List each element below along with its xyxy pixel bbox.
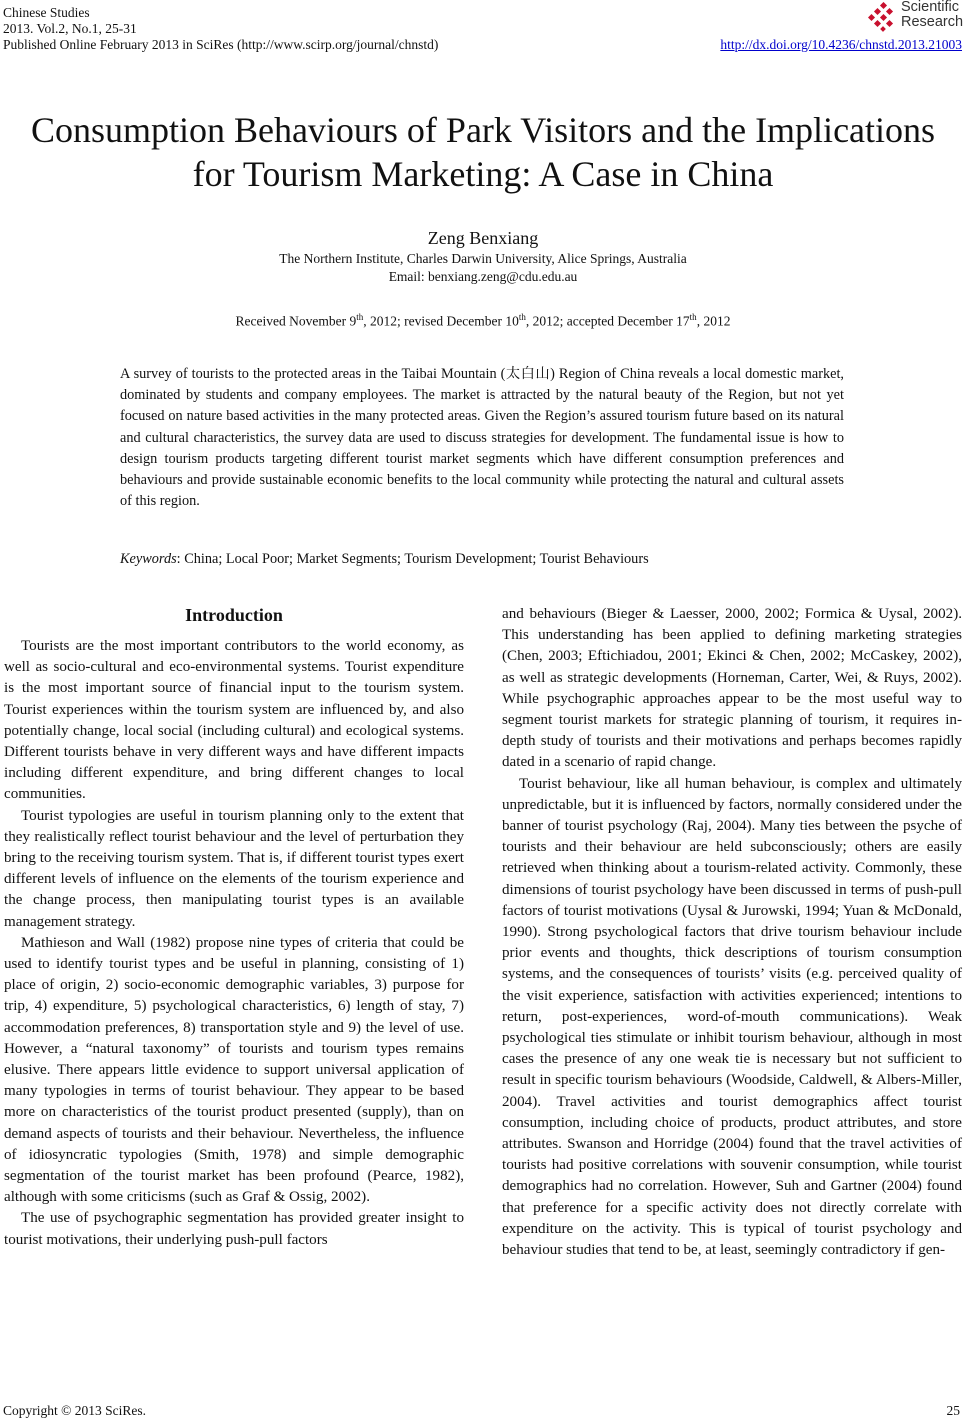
submission-dates — [0, 308, 966, 331]
logo-text-research: Research — [901, 14, 964, 30]
body-paragraph: Mathieson and Wall (1982) propose nine types of criteria that could be used to identify tourist types and be useful in planning, consisting of 1) place of origin, 2) socio-economic demographic variables, 3) purpose for trip, 4) expenditure, 5) psychological characteristics, 6) length of stay, 7) accommodation preferences, 8) transportation style and 9) the level of use. However, a “natural taxonomy” of tourists and tourism types remains elusive. There appears little evidence to support universal application of many typologies in terms of tourist behaviour. They appear to be based more on characteristics of the tourist product presented (supply), than on demand aspects of tourists and their behaviour. Nevertheless, the influence of idiosyncratic typologies (Smith, 1978) and simple demographic segmentation of the tourist market has been profound (Pearce, 1982), although with some criticisms (such as Graf & Ossig, 2002). — [4, 934, 464, 1206]
page-number: 25 — [946, 1403, 960, 1418]
logo-text-scientific: Scientific — [901, 0, 960, 15]
copyright-footer: Copyright © 2013 SciRes. — [3, 1403, 147, 1418]
body-paragraph: Tourist behaviour, like all human behaviour, is complex and ultimately unpredictable, but it is influenced by factors, normally considered under the banner of tourist psychology (Raj, 2004). Many ties between the psyche of tourists and their behaviour are held subconsciously; others are easily retrieved when thinking about a tourism-related activity. Commonly, these dimensions of tourist psychology have been discussed in terms of push-pull factors of tourist motivations (Uysal & Jurowski, 1994; Yuan & McDonald, 1990). Strong psychological factors that drive tourism behaviour include prior events and thoughts, thick descriptions of tourism consumption systems, and the consequences of tourists’ visits (e.g. perceived quality of the visit experience, satisfaction with activities experienced; intentions to return, post-experiences, word-of-mouth communications). Weak psychological ties stimulate or inhibit tourism behaviour, although in most cases the presence of any one weak tie is necessary but not sufficient to result in specific tourism behaviours (Woodside, Caldwell, & Albers-Miller, 2004). Travel activities and tourist demographics affect tourist consumption, including choice of products, product attributes, and store attributes. Swanson and Horridge (2004) found that the travel activities of tourists had positive correlations with souvenir consumption, while tourist demographics had no correlation. However, Suh and Gartner (2004) found that preference for a specific activity does not directly correlate with expenditure on the activity. This is typical of tourist psychology and behaviour studies that tend to be, at least, seemingly contradictory if gen- — [502, 775, 962, 1259]
body-paragraph: The use of psychographic segmentation has provided greater insight to tourist motivations, their underlying push-pull factors — [4, 1210, 464, 1248]
publication-info: Published Online February 2013 in SciRes (http://www.scirp.org/journal/chnstd) — [3, 37, 439, 52]
received-date: Received November 9 — [235, 313, 357, 329]
paper-title — [0, 108, 966, 196]
scirp-logo-icon — [868, 2, 898, 32]
journal-header — [3, 5, 438, 53]
body-paragraph: and behaviours (Bieger & Laesser, 2000, 2002; Formica & Uysal, 2002). This understanding has been applied to defining marketing strategies (Chen, 2003; Eftichiadou, 2001; Ekinci & Chen, 2002; McCaskey, 2002), as well as strategic developments (Horneman, Carter, Wei, & Ruys, 2002). While psychographic approaches appear to be the most useful way to segment tourist markets for strategic planning of tourism, it requires in-depth study of tourists and their motivations and perhaps becomes rapidly dated in a scenario of rapid change. — [502, 606, 962, 771]
dates-end: , 2012 — [696, 313, 731, 329]
author-affiliation: The Northern Institute, Charles Darwin University, Alice Springs, Australia — [279, 251, 687, 266]
doi-link[interactable]: http://dx.doi.org/10.4236/chnstd.2013.21003 — [720, 37, 962, 52]
title-line-1: Consumption Behaviours of Park Visitors and the Implications — [30, 110, 936, 150]
keywords-label: Keywords — [120, 551, 177, 567]
accepted-date: , 2012; accepted December 17 — [525, 313, 690, 329]
author-name: Zeng Benxiang — [427, 228, 539, 248]
author-email: Email: benxiang.zeng@cdu.edu.au — [388, 269, 578, 284]
scientific-research-logo — [868, 0, 964, 36]
journal-name: Chinese Studies — [3, 5, 90, 20]
keywords — [120, 549, 844, 569]
section-heading-introduction: Introduction — [185, 605, 283, 625]
revised-sup: th — [518, 312, 526, 322]
abstract: A survey of tourists to the protected areas in the Taibai Mountain (太白山) Region of China reveals a local domestic market, dominated by students and company employees. The market is attracted by the natural beauty of the Region, but not yet focused on nature based activities in the many protected areas. Given the Region’s assured tourism future based on its natural and cultural characteristics, the survey data are used to discuss strategies for development. The fundamental issue is how to design tourism products targeting different tourist market segments which have different consumption preferences and behaviours and provide sustainable economic benefits to the local community while protecting the natural and cultural assets of this region. — [120, 366, 844, 510]
accepted-sup: th — [689, 312, 697, 322]
left-column — [4, 604, 464, 1251]
revised-date: , 2012; revised December 10 — [363, 313, 519, 329]
body-paragraph: Tourists are the most important contributors to the world economy, as well as socio-cultural and eco-environmental systems. Tourist expenditure is the most important source of financial input to the tourism system. Tourist experiences within the tourism system are influenced by, and also potentially change, local social (including cultural) and ecological systems. Different tourists behave in very different ways and have different impacts including different expenditure, and bring different changes to local communities. — [4, 638, 464, 803]
right-column — [502, 604, 962, 1261]
received-sup: th — [356, 312, 364, 322]
journal-volume: 2013. Vol.2, No.1, 25-31 — [3, 21, 137, 36]
body-paragraph: Tourist typologies are useful in tourism planning only to the extent that they realistically reflect tourist behaviour and the level of perturbation they bring to the receiving tourism system. That is, if different tourist types exert different levels of influence on the elements of the tourism experience and the change process, then manipulating tourist types is an available management strategy. — [4, 807, 464, 930]
title-line-2: for Tourism Marketing: A Case in China — [192, 154, 774, 194]
keywords-list: : China; Local Poor; Market Segments; Tourism Development; Tourist Behaviours — [176, 551, 649, 567]
doi-link-container — [720, 37, 962, 53]
